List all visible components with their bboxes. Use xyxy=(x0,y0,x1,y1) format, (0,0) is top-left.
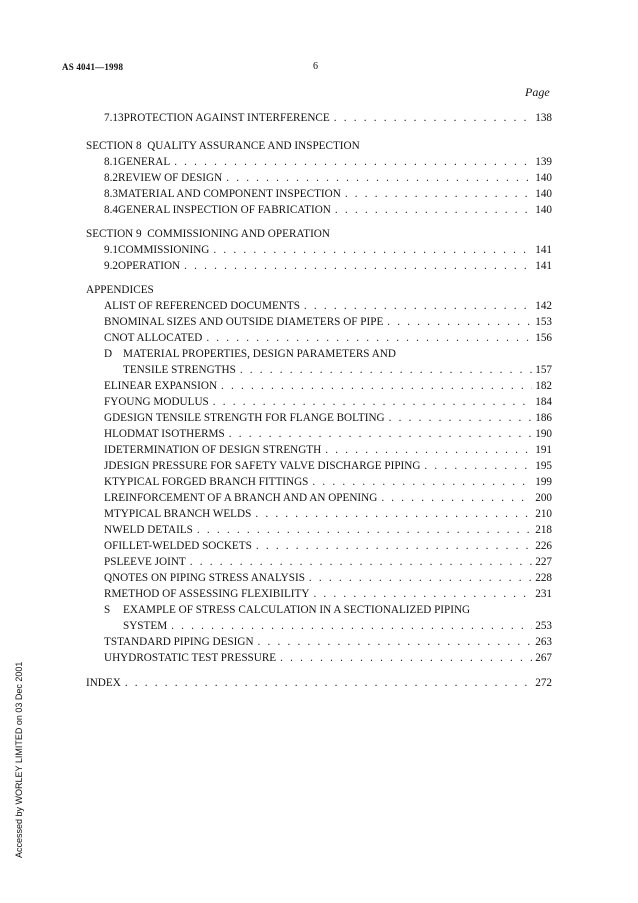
toc-entry-title: DETERMINATION OF DESIGN STRENGTH xyxy=(107,444,322,456)
toc-entry-title: GENERAL xyxy=(117,156,171,168)
toc-entry-title: GENERAL INSPECTION OF FABRICATION xyxy=(117,204,331,216)
toc-entry-title: PROTECTION AGAINST INTERFERENCE xyxy=(123,112,330,124)
toc-appendix-p[interactable] xyxy=(104,554,552,570)
toc-appendix-k[interactable] xyxy=(104,474,552,490)
toc-entry-title: EXAMPLE OF STRESS CALCULATION IN A SECTIONALIZED PIPING xyxy=(123,604,471,616)
toc-entry-page: 195 xyxy=(535,460,552,472)
dot-leader xyxy=(184,258,532,274)
toc-entry-number: F xyxy=(104,396,111,408)
dot-leader xyxy=(381,490,532,506)
toc-entry-number: 7.13 xyxy=(104,112,124,124)
dot-leader xyxy=(258,634,533,650)
toc-entry-title: YOUNG MODULUS xyxy=(110,396,209,408)
toc-appendix-f[interactable] xyxy=(104,394,552,410)
dot-leader xyxy=(171,618,532,634)
toc-entry-title: WELD DETAILS xyxy=(112,524,193,536)
dot-leader xyxy=(424,458,532,474)
toc-entry-7-13[interactable] xyxy=(104,110,552,126)
toc-entry-number: Q xyxy=(104,572,113,584)
dot-leader xyxy=(240,362,532,378)
dot-leader xyxy=(213,394,532,410)
toc-appendix-i[interactable] xyxy=(104,442,552,458)
toc-appendix-g[interactable] xyxy=(104,410,552,426)
toc-entry-page: 272 xyxy=(535,677,552,689)
dot-leader xyxy=(190,554,532,570)
toc-entry-number: N xyxy=(104,524,113,536)
toc-entry-page: 228 xyxy=(535,572,552,584)
toc-entry-title: TYPICAL BRANCH WELDS xyxy=(113,508,252,520)
toc-appendix-s-cont[interactable] xyxy=(123,618,552,634)
toc-entry-number: 8.1 xyxy=(104,156,118,168)
toc-entry-number: I xyxy=(104,444,108,456)
toc-entry-8-3[interactable] xyxy=(104,186,552,202)
toc-entry-title: SLEEVE JOINT xyxy=(110,556,186,568)
toc-entry-title-cont: TENSILE STRENGTHS xyxy=(123,364,236,376)
toc-entry-page: 142 xyxy=(535,300,552,312)
toc-entry-title: LIST OF REFERENCED DOCUMENTS xyxy=(112,300,300,312)
toc-entry-page: 190 xyxy=(535,428,552,440)
access-watermark: Accessed by WORLEY LIMITED on 03 Dec 2001 xyxy=(14,661,24,858)
section-9-heading: SECTION 9 COMMISSIONING AND OPERATION xyxy=(86,228,330,240)
toc-entry-number: S xyxy=(104,604,111,616)
toc-entry-page: 182 xyxy=(535,380,552,392)
toc-entry-title: DESIGN TENSILE STRENGTH FOR FLANGE BOLTING xyxy=(112,412,385,424)
toc-entry-number: A xyxy=(104,300,113,312)
toc-entry-number: 8.2 xyxy=(104,172,118,184)
toc-index[interactable] xyxy=(86,675,552,691)
toc-entry-number: O xyxy=(104,540,113,552)
toc-entry-title: OPERATION xyxy=(117,260,181,272)
toc-entry-number: P xyxy=(104,556,111,568)
toc-entry-page: 200 xyxy=(535,492,552,504)
toc-appendix-m[interactable] xyxy=(104,506,552,522)
dot-leader xyxy=(313,586,532,602)
toc-entry-page: 218 xyxy=(535,524,552,536)
toc-appendix-s[interactable] xyxy=(104,602,552,618)
toc-appendix-n[interactable] xyxy=(104,522,552,538)
toc-entry-title: REVIEW OF DESIGN xyxy=(117,172,223,184)
toc-entry-number: L xyxy=(104,492,111,504)
toc-entry-page: 191 xyxy=(535,444,552,456)
toc-entry-number: K xyxy=(104,476,113,488)
page-header-number: 6 xyxy=(313,61,318,72)
toc-entry-8-4[interactable] xyxy=(104,202,552,218)
toc-entry-page: 140 xyxy=(535,172,552,184)
toc-entry-title: NOTES ON PIPING STRESS ANALYSIS xyxy=(112,572,305,584)
page-header-standard: AS 4041—1998 xyxy=(62,62,124,72)
dot-leader xyxy=(221,378,532,394)
toc-entry-title: INDEX xyxy=(86,677,121,689)
toc-entry-title-cont: SYSTEM xyxy=(123,620,168,632)
dot-leader xyxy=(256,538,532,554)
dot-leader xyxy=(226,170,532,186)
toc-appendix-h[interactable] xyxy=(104,426,552,442)
dot-leader xyxy=(335,202,532,218)
toc-appendix-a[interactable] xyxy=(104,298,552,314)
toc-entry-page: 226 xyxy=(535,540,552,552)
toc-entry-number: H xyxy=(104,428,113,440)
dot-leader xyxy=(174,154,532,170)
toc-entry-title: DESIGN PRESSURE FOR SAFETY VALVE DISCHARGE PIPING xyxy=(108,460,421,472)
toc-entry-page: 267 xyxy=(535,652,552,664)
toc-entry-title: NOMINAL SIZES AND OUTSIDE DIAMETERS OF PIPE xyxy=(111,316,384,328)
toc-entry-page: 253 xyxy=(535,620,552,632)
toc-appendix-t[interactable] xyxy=(104,634,552,650)
toc-entry-page: 199 xyxy=(535,476,552,488)
page-column-label: Page xyxy=(525,85,550,99)
section-8-heading: SECTION 8 QUALITY ASSURANCE AND INSPECTION xyxy=(86,140,360,152)
toc-entry-number: G xyxy=(104,412,113,424)
toc-appendix-j[interactable] xyxy=(104,458,552,474)
toc-entry-8-2[interactable] xyxy=(104,170,552,186)
toc-entry-number: B xyxy=(104,316,112,328)
toc-entry-number: D xyxy=(104,348,113,360)
toc-entry-page: 153 xyxy=(535,316,552,328)
toc-entry-page: 157 xyxy=(535,364,552,376)
dot-leader xyxy=(309,570,532,586)
dot-leader xyxy=(206,330,532,346)
toc-appendix-u[interactable] xyxy=(104,650,552,666)
toc-entry-number: C xyxy=(104,332,112,344)
dot-leader xyxy=(213,242,532,258)
toc-entry-title: FILLET-WELDED SOCKETS xyxy=(112,540,252,552)
toc-entry-number: 9.1 xyxy=(104,244,118,256)
dot-leader xyxy=(197,522,532,538)
toc-entry-page: 140 xyxy=(535,188,552,200)
toc-entry-title: STANDARD PIPING DESIGN xyxy=(110,636,254,648)
toc-entry-page: 227 xyxy=(535,556,552,568)
toc-entry-page: 231 xyxy=(535,588,552,600)
toc-entry-title: LINEAR EXPANSION xyxy=(110,380,218,392)
toc-appendix-d[interactable] xyxy=(104,346,552,362)
dot-leader xyxy=(389,410,533,426)
toc-entry-page: 140 xyxy=(535,204,552,216)
dot-leader xyxy=(280,650,532,666)
toc-entry-number: U xyxy=(104,652,113,664)
toc-entry-number: J xyxy=(104,460,109,472)
dot-leader xyxy=(125,675,532,691)
toc-appendix-r[interactable] xyxy=(104,586,552,602)
toc-entry-title: MATERIAL AND COMPONENT INSPECTION xyxy=(117,188,341,200)
toc-entry-number: R xyxy=(104,588,112,600)
toc-entry-title: METHOD OF ASSESSING FLEXIBILITY xyxy=(111,588,310,600)
toc-appendix-l[interactable] xyxy=(104,490,552,506)
toc-entry-page: 156 xyxy=(535,332,552,344)
toc-entry-number: 9.2 xyxy=(104,260,118,272)
toc-entry-8-1[interactable] xyxy=(104,154,552,170)
dot-leader xyxy=(255,506,532,522)
toc-entry-number: 8.3 xyxy=(104,188,118,200)
toc-entry-number: 8.4 xyxy=(104,204,118,216)
toc-entry-page: 141 xyxy=(535,260,552,272)
toc-entry-title: COMMISSIONING xyxy=(117,244,210,256)
toc-entry-title: REINFORCEMENT OF A BRANCH AND AN OPENING xyxy=(110,492,378,504)
toc-entry-title: LODMAT ISOTHERMS xyxy=(112,428,225,440)
dot-leader xyxy=(304,298,532,314)
toc-entry-title: MATERIAL PROPERTIES, DESIGN PARAMETERS AND xyxy=(123,348,396,360)
toc-entry-page: 141 xyxy=(535,244,552,256)
toc-appendix-b[interactable] xyxy=(104,314,552,330)
toc-entry-page: 184 xyxy=(535,396,552,408)
toc-appendix-o[interactable] xyxy=(104,538,552,554)
toc-entry-page: 263 xyxy=(535,636,552,648)
toc-appendix-e[interactable] xyxy=(104,378,552,394)
dot-leader xyxy=(345,186,532,202)
dot-leader xyxy=(334,110,532,126)
toc-entry-number: T xyxy=(104,636,111,648)
dot-leader xyxy=(312,474,532,490)
toc-entry-page: 186 xyxy=(535,412,552,424)
toc-entry-page: 210 xyxy=(535,508,552,520)
dot-leader xyxy=(387,314,532,330)
toc-entry-page: 139 xyxy=(535,156,552,168)
dot-leader xyxy=(229,426,533,442)
toc-entry-title: NOT ALLOCATED xyxy=(111,332,203,344)
toc-appendix-d-cont[interactable] xyxy=(123,362,552,378)
toc-entry-9-1[interactable] xyxy=(104,242,552,258)
toc-entry-number: E xyxy=(104,380,111,392)
toc-entry-title: HYDROSTATIC TEST PRESSURE xyxy=(112,652,277,664)
dot-leader xyxy=(325,442,532,458)
appendices-heading: APPENDICES xyxy=(86,284,154,296)
toc-entry-9-2[interactable] xyxy=(104,258,552,274)
toc-entry-title: TYPICAL FORGED BRANCH FITTINGS xyxy=(112,476,309,488)
toc-entry-page: 138 xyxy=(535,112,552,124)
toc-appendix-q[interactable] xyxy=(104,570,552,586)
toc-entry-number: M xyxy=(104,508,114,520)
toc-appendix-c[interactable] xyxy=(104,330,552,346)
